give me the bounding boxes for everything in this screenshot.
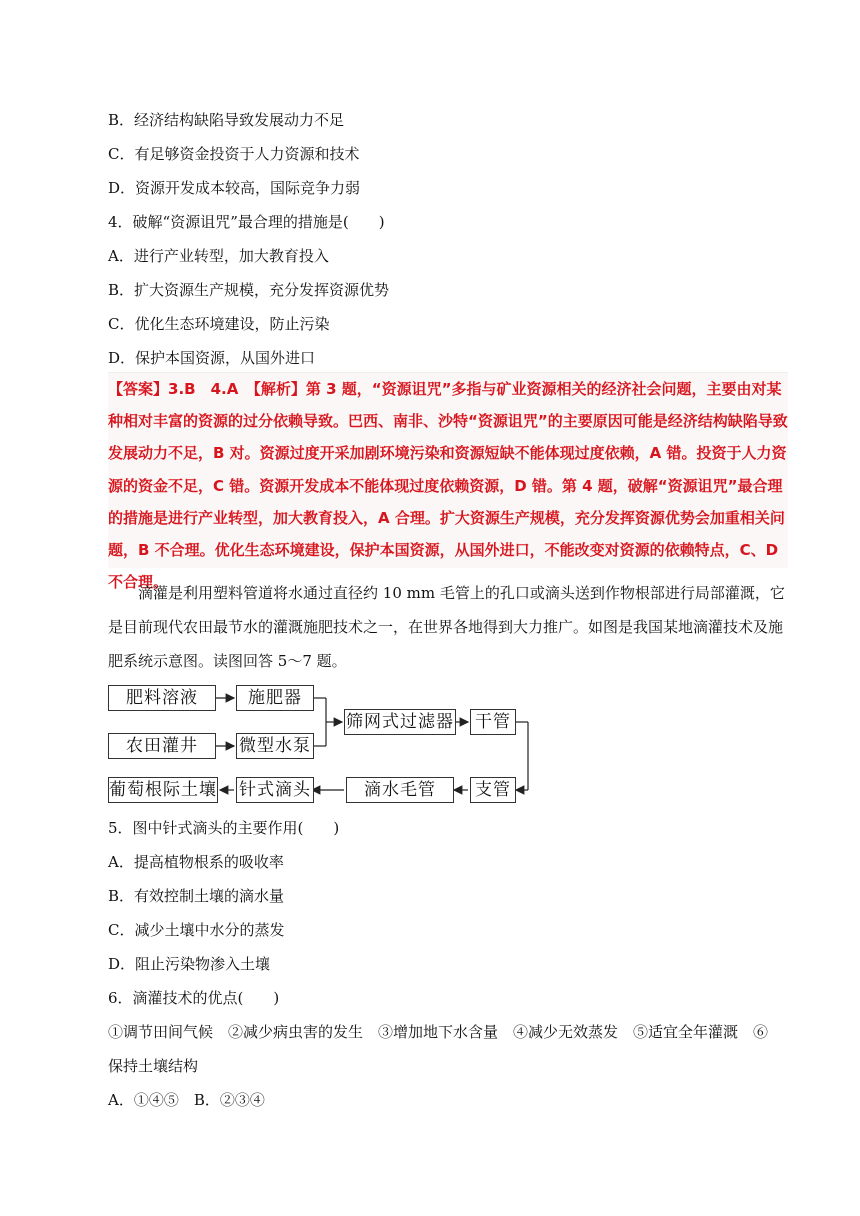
q4-option-d: D．保护本国资源，从国外进口 [108,349,316,367]
drip-irrigation-diagram [104,684,532,804]
answer-text: 3.B 4.A [168,380,254,398]
box-screen-filter: 筛网式过滤器 [344,709,456,735]
box-needle-dripper: 针式滴头 [236,777,314,803]
q4-stem: 4．破解“资源诅咒”最合理的措施是( ) [108,213,385,231]
q3-option-b: B．经济结构缺陷导致发展动力不足 [108,111,345,129]
q5-option-b: B．有效控制土壤的滴水量 [108,887,285,905]
q4-option-a: A．进行产业转型，加大教育投入 [108,247,329,265]
box-branch-pipe: 支管 [470,777,516,803]
intro-paragraph: 滴灌是利用塑料管道将水通过直径约 10 mm 毛管上的孔口或滴头送到作物根部进行局部灌溉，它是目前现代农田最节水的灌溉施肥技术之一，在世界各地得到大力推广。如图是我国某地滴灌技术及施肥系统示意图。读图回答 5～7 题。 [108,584,785,670]
q4-option-b: B．扩大资源生产规模，充分发挥资源优势 [108,281,390,299]
q5-option-d: D．阻止污染物渗入土壤 [108,955,271,973]
box-micro-pump: 微型水泵 [236,733,314,759]
box-grape-root-soil: 葡萄根际土壤 [108,777,218,803]
analysis-text: 第 3 题，“资源诅咒”多指与矿业资源相关的经济社会问题，主要由对某种相对丰富的资源的过分依赖导致。巴西、南非、沙特“资源诅咒”的主要原因可能是经济结构缺陷导致发展动力不足，B 对。资源过度开采加剧环境污染和资源短缺不能体现过度依赖，A 错。投资于人力资源的资金不足，C 错。资源开发成本不能体现过度依赖资源，D 错。第 4 题，破解“资源诅咒”最合理的措施是进行产业转型，加大教育投入，A 合理。扩大资源生产规模，充分发挥资源优势会加重相关问题，B 不合理。优化生态环境建设，保护本国资源，从国外进口，不能改变对资源的依赖特点，C、D 不合理。 [108,380,788,592]
box-fertilizer-solution: 肥料溶液 [108,685,216,711]
q6-choices-line2: 保持土壤结构 [108,1057,199,1075]
box-farm-well: 农田灌井 [108,733,216,759]
q3-option-d: D．资源开发成本较高，国际竞争力弱 [108,179,361,197]
q6-options-line: A．①④⑤ B．②③④ [108,1091,265,1109]
q5-option-c: C．减少土壤中水分的蒸发 [108,921,285,939]
q5-option-a: A．提高植物根系的吸收率 [108,853,284,871]
answer-label: 【答案】 [108,380,169,398]
q5-stem: 5．图中针式滴头的主要作用( ) [108,819,340,837]
box-drip-capillary: 滴水毛管 [346,777,454,803]
q6-stem: 6．滴灌技术的优点( ) [108,989,280,1007]
q3-option-c: C．有足够资金投资于人力资源和技术 [108,145,360,163]
answer-block [108,372,788,592]
q6-choices-line1: ①调节田间气候 ②减少病虫害的发生 ③增加地下水含量 ④减少无效蒸发 ⑤适宜全年灌溉 ⑥ [108,1023,769,1041]
box-fertilizer-applicator: 施肥器 [236,685,314,711]
box-main-pipe: 干管 [470,709,516,735]
q4-option-c: C．优化生态环境建设，防止污染 [108,315,330,333]
analysis-label: 【解析】 [253,380,306,398]
